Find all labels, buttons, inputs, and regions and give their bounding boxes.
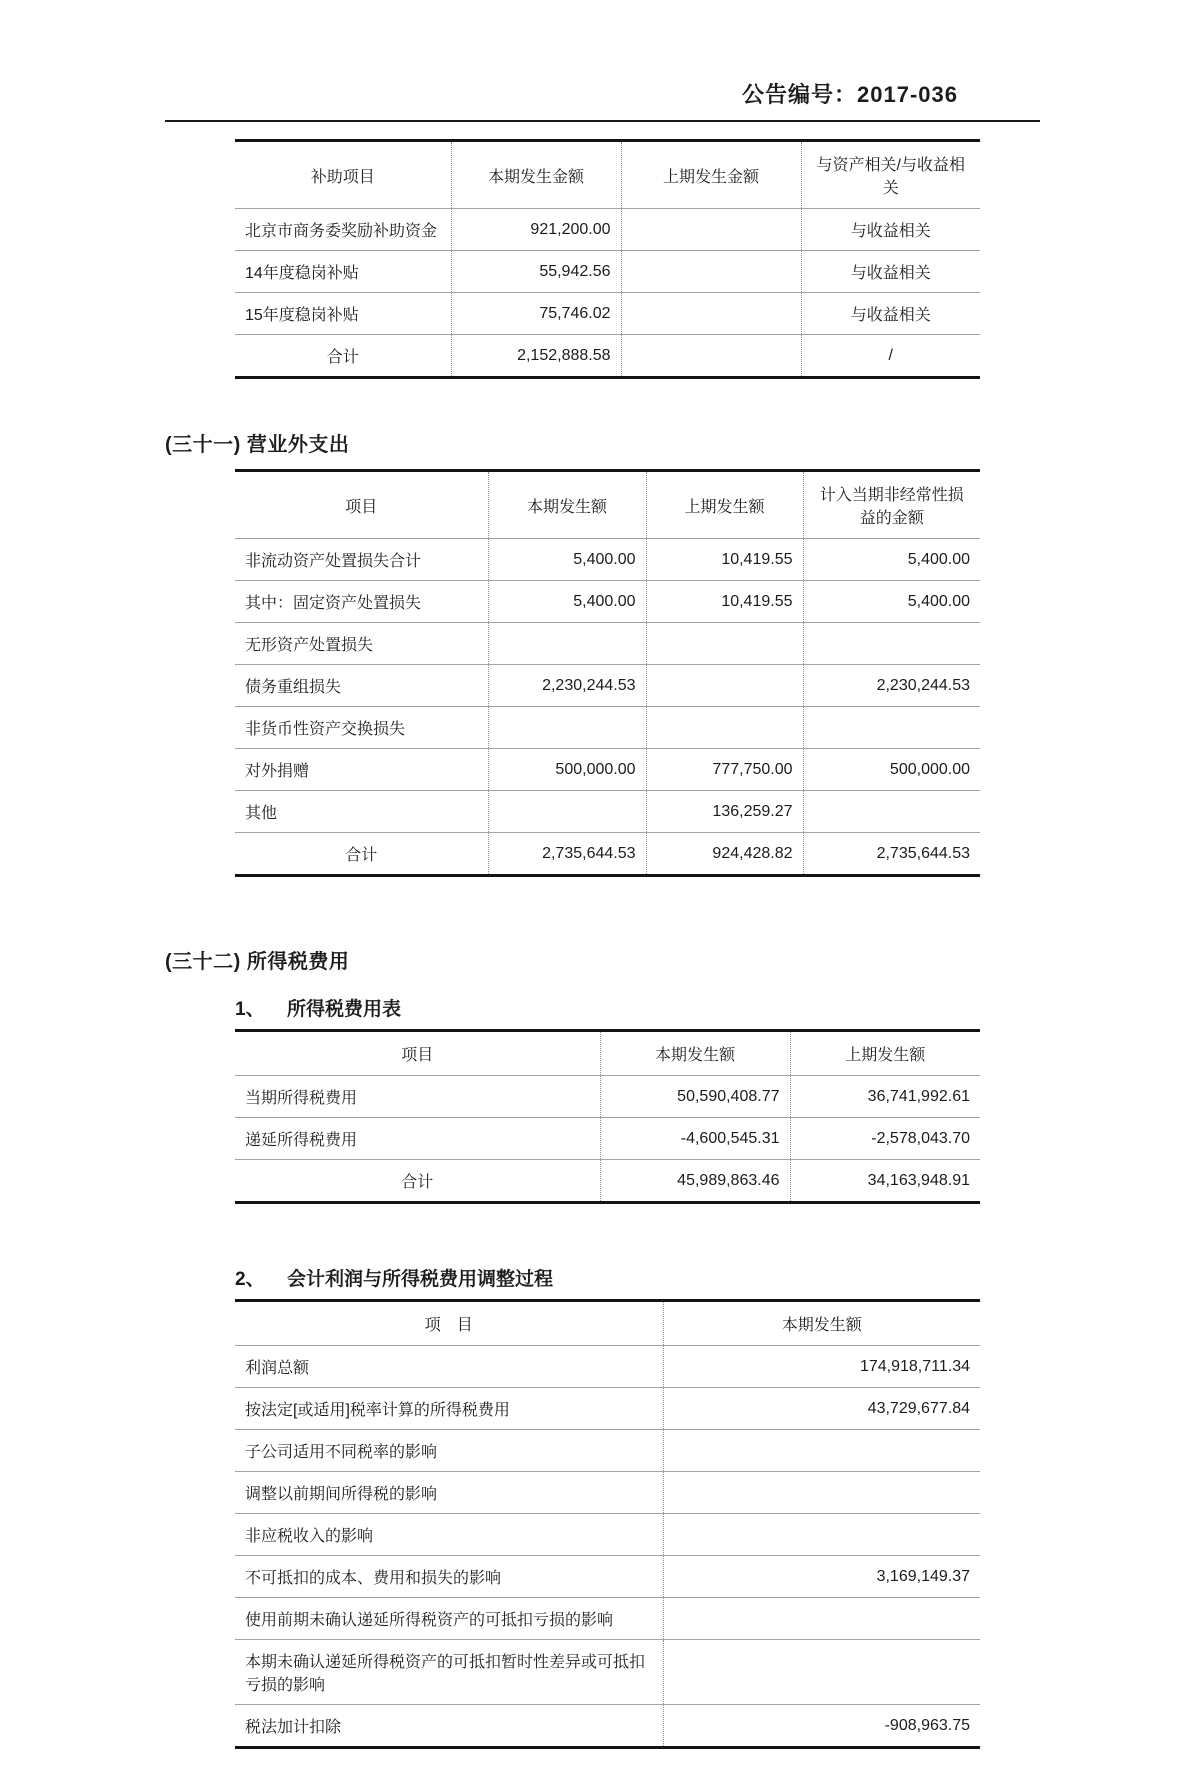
section-title-31: (三十一) 营业外支出 xyxy=(165,434,350,456)
item-cell: 非应税收入的影响 xyxy=(235,1514,663,1556)
amount-cell xyxy=(646,665,803,707)
subsection-label: 所得税费用表 xyxy=(287,999,402,1020)
amount-cell: 5,400.00 xyxy=(803,581,980,623)
header-cell-current: 本期发生金额 xyxy=(451,141,621,209)
subsection-title-2 xyxy=(235,1264,1200,1291)
item-cell: 北京市商务委奖励补助资金 xyxy=(235,209,451,251)
table-row xyxy=(235,1640,980,1705)
header-cell-item: 项目 xyxy=(235,471,488,539)
relation-cell: 与收益相关 xyxy=(801,251,980,293)
total-label-cell: 合计 xyxy=(235,1160,600,1203)
table-row xyxy=(235,1118,980,1160)
amount-cell xyxy=(621,335,801,378)
header-cell-current: 本期发生额 xyxy=(663,1301,980,1346)
table-header-row xyxy=(235,141,980,209)
amount-cell xyxy=(488,623,646,665)
amount-cell xyxy=(663,1598,980,1640)
total-row xyxy=(235,335,980,378)
item-cell: 税法加计扣除 xyxy=(235,1705,663,1748)
amount-cell xyxy=(621,209,801,251)
subsection-title-1 xyxy=(235,994,1200,1021)
item-cell: 子公司适用不同税率的影响 xyxy=(235,1430,663,1472)
item-cell: 本期未确认递延所得税资产的可抵扣暂时性差异或可抵扣亏损的影响 xyxy=(235,1640,663,1705)
amount-cell xyxy=(646,623,803,665)
header-cell-current: 本期发生额 xyxy=(600,1031,790,1076)
amount-cell: 10,419.55 xyxy=(646,539,803,581)
table-row xyxy=(235,791,980,833)
subsection-number: 2、 xyxy=(235,1269,265,1290)
header-cell-item: 项 目 xyxy=(235,1301,663,1346)
amount-cell xyxy=(663,1514,980,1556)
amount-cell: 500,000.00 xyxy=(803,749,980,791)
item-cell: 使用前期未确认递延所得税资产的可抵扣亏损的影响 xyxy=(235,1598,663,1640)
subsidy-table xyxy=(235,139,980,379)
amount-cell: 2,735,644.53 xyxy=(488,833,646,876)
total-label-cell: 合计 xyxy=(235,833,488,876)
item-cell: 14年度稳岗补贴 xyxy=(235,251,451,293)
amount-cell xyxy=(621,251,801,293)
table-header-row xyxy=(235,1031,980,1076)
section-title-32: (三十二) 所得税费用 xyxy=(165,951,350,973)
table-row xyxy=(235,1705,980,1748)
table-row xyxy=(235,1598,980,1640)
amount-cell xyxy=(488,707,646,749)
amount-cell xyxy=(663,1472,980,1514)
table-header-row xyxy=(235,471,980,539)
table-row xyxy=(235,1556,980,1598)
item-cell: 调整以前期间所得税的影响 xyxy=(235,1472,663,1514)
amount-cell xyxy=(663,1430,980,1472)
document-page xyxy=(0,78,1200,1774)
amount-cell: 136,259.27 xyxy=(646,791,803,833)
amount-cell: 2,735,644.53 xyxy=(803,833,980,876)
amount-cell: 777,750.00 xyxy=(646,749,803,791)
total-row xyxy=(235,1160,980,1203)
relation-cell: / xyxy=(801,335,980,378)
item-cell: 15年度稳岗补贴 xyxy=(235,293,451,335)
item-cell: 非流动资产处置损失合计 xyxy=(235,539,488,581)
amount-cell: 924,428.82 xyxy=(646,833,803,876)
amount-cell: 2,230,244.53 xyxy=(803,665,980,707)
total-label-cell: 合计 xyxy=(235,335,451,378)
header-cell-current: 本期发生额 xyxy=(488,471,646,539)
amount-cell: 5,400.00 xyxy=(907,550,970,568)
income-tax-expense-table xyxy=(235,1029,980,1204)
amount-cell: 2,230,244.53 xyxy=(488,665,646,707)
header-cell-prior: 上期发生金额 xyxy=(621,141,801,209)
item-cell: 不可抵扣的成本、费用和损失的影响 xyxy=(235,1556,663,1598)
amount-cell: 75,746.02 xyxy=(451,293,621,335)
amount-cell: 2,152,888.58 xyxy=(451,335,621,378)
amount-cell: 34,163,948.91 xyxy=(790,1160,980,1203)
subsection-label: 会计利润与所得税费用调整过程 xyxy=(287,1269,554,1290)
subsection-number: 1、 xyxy=(235,999,265,1020)
total-row xyxy=(235,833,980,876)
item-cell: 利润总额 xyxy=(235,1346,663,1388)
doc-number: 公告编号：2017-036 xyxy=(742,82,958,107)
header-rule xyxy=(165,120,1040,122)
amount-cell: 500,000.00 xyxy=(488,749,646,791)
table-header-row xyxy=(235,1301,980,1346)
item-cell: 其他 xyxy=(235,791,488,833)
relation-cell: 与收益相关 xyxy=(850,223,931,240)
amount-cell: 5,400.00 xyxy=(488,581,646,623)
table-row xyxy=(235,539,980,581)
table-row xyxy=(235,1514,980,1556)
amount-cell: 3,169,149.37 xyxy=(663,1556,980,1598)
relation-cell: 与收益相关 xyxy=(801,293,980,335)
table-row xyxy=(235,623,980,665)
item-cell: 债务重组损失 xyxy=(235,665,488,707)
table-row xyxy=(235,209,980,251)
item-cell: 递延所得税费用 xyxy=(235,1118,600,1160)
header-cell-relation: 与资产相关/与收益相关 xyxy=(801,141,980,209)
table-row xyxy=(235,707,980,749)
amount-cell xyxy=(646,707,803,749)
amount-cell xyxy=(488,791,646,833)
amount-cell: 45,989,863.46 xyxy=(600,1160,790,1203)
header-cell-item: 项目 xyxy=(235,1031,600,1076)
amount-cell: 50,590,408.77 xyxy=(600,1076,790,1118)
amount-cell: 36,741,992.61 xyxy=(867,1087,970,1105)
item-cell: 当期所得税费用 xyxy=(235,1076,600,1118)
table-row xyxy=(235,1388,980,1430)
item-cell: 其中：固定资产处置损失 xyxy=(235,581,488,623)
table-row xyxy=(235,665,980,707)
header-cell-item: 补助项目 xyxy=(235,141,451,209)
amount-cell xyxy=(621,293,801,335)
table-row xyxy=(235,749,980,791)
header-cell-prior: 上期发生额 xyxy=(790,1031,980,1076)
amount-cell: 174,918,711.34 xyxy=(859,1357,970,1375)
tax-adjustment-table xyxy=(235,1299,980,1749)
amount-cell: 921,200.00 xyxy=(451,209,621,251)
amount-cell xyxy=(803,791,980,833)
header-cell-non-recurring: 计入当期非经常性损益的金额 xyxy=(803,471,980,539)
table-row xyxy=(235,1346,980,1388)
table-row xyxy=(235,251,980,293)
item-cell: 对外捐赠 xyxy=(235,749,488,791)
table-row xyxy=(235,1472,980,1514)
table-row xyxy=(235,1076,980,1118)
amount-cell: -908,963.75 xyxy=(663,1705,980,1748)
item-cell: 无形资产处置损失 xyxy=(235,623,488,665)
amount-cell: 5,400.00 xyxy=(488,539,646,581)
table-row xyxy=(235,581,980,623)
item-cell: 非货币性资产交换损失 xyxy=(235,707,488,749)
amount-cell: -4,600,545.31 xyxy=(600,1118,790,1160)
amount-cell xyxy=(803,623,980,665)
non-operating-expense-table xyxy=(235,469,980,877)
table-row xyxy=(235,293,980,335)
amount-cell: 10,419.55 xyxy=(646,581,803,623)
amount-cell xyxy=(663,1640,980,1705)
amount-cell: -2,578,043.70 xyxy=(790,1118,980,1160)
amount-cell: 55,942.56 xyxy=(451,251,621,293)
amount-cell xyxy=(803,707,980,749)
table-row xyxy=(235,1430,980,1472)
header-cell-prior: 上期发生额 xyxy=(646,471,803,539)
item-cell: 按法定[或适用]税率计算的所得税费用 xyxy=(235,1388,663,1430)
amount-cell: 43,729,677.84 xyxy=(663,1388,980,1430)
